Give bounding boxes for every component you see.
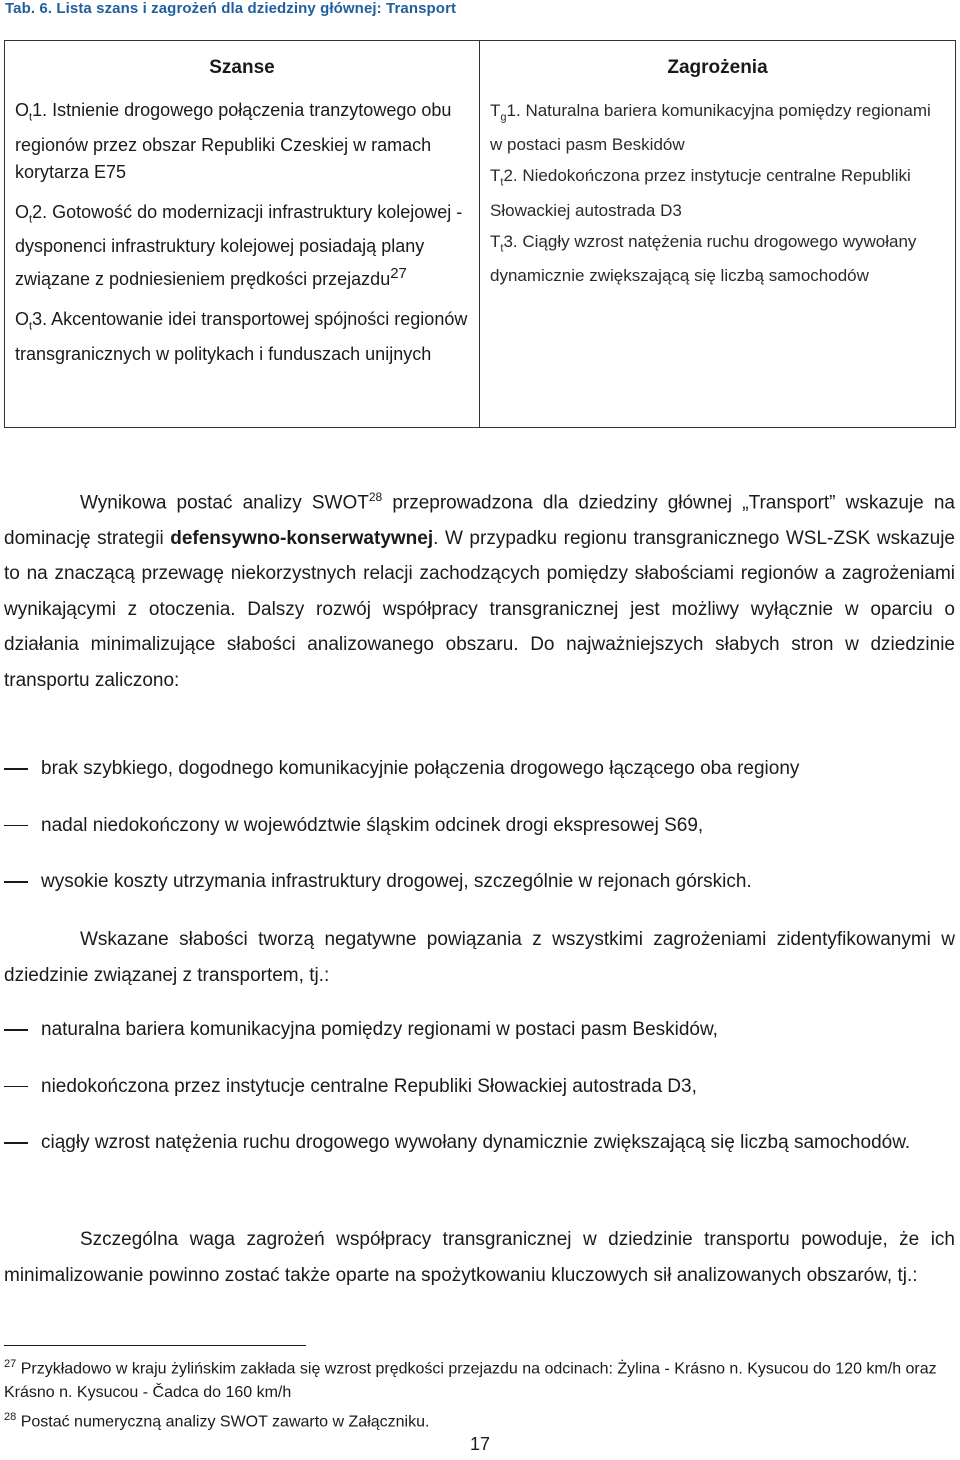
dash-bullet-icon — [4, 1029, 28, 1031]
page-number: 17 — [469, 1434, 491, 1454]
opportunity-text: Gotowość do modernizacji infrastruktury kolejowej - dysponenci infrastruktury kolejowej posiadają plany związane z podniesieniem prędkości przejazdu — [15, 201, 463, 290]
footnote: $^{27}$ Przykładowo w kraju żylińskim zakłada się wzrost prędkości przejazdu na odcinach: Żylina - Krásno n. Kysucou do 120 km/h oraz Krásno n. Kysucou - Čadca do 160 km/h — [4, 1358, 937, 1402]
threat-item — [490, 228, 945, 289]
opportunity-item — [15, 199, 469, 294]
threats-column — [480, 41, 955, 427]
threat-code: $T_g1$. — [490, 101, 521, 124]
opportunity-item — [15, 97, 469, 186]
dash-bullet-icon — [4, 1142, 28, 1144]
threat-links-list — [4, 1012, 955, 1182]
footnote: $^{28}$ Postać numeryczną analizy SWOT zawarto w Załączniku. — [4, 1411, 430, 1431]
dash-bullet-icon — [4, 1086, 28, 1088]
weaknesses-list — [4, 751, 955, 921]
footnotes — [4, 1352, 956, 1435]
threat-text: Ciągły wzrost natężenia ruchu drogowego wywołany dynamicznie zwiększającą się liczbą samochodów — [490, 231, 917, 286]
opportunity-code: $O_t1$. — [15, 100, 48, 124]
threat-code: $T_t3$. — [490, 231, 518, 255]
threat-item — [490, 162, 945, 223]
opportunity-item — [15, 306, 469, 368]
list-item: niedokończona przez instytucje centralne Republiki Słowackiej autostrada D3, — [4, 1069, 955, 1105]
swot-table — [4, 40, 956, 428]
opportunity-text: Istnienie drogowego połączenia tranzytowego obu regionów przez obszar Republiki Czeskiej w ramach korytarza E75 — [15, 100, 452, 182]
opportunity-code: $O_t3$. — [15, 309, 48, 333]
strategy-name: defensywno-konserwatywnej — [170, 527, 434, 549]
list-item: brak szybkiego, dogodnego komunikacyjnie połączenia drogowego łączącego oba regiony — [4, 751, 955, 787]
dash-bullet-icon — [4, 825, 28, 827]
dash-bullet-icon — [4, 881, 28, 883]
weakness-links-paragraph: Wskazane słabości tworzą negatywne powiązania z wszystkimi zagrożeniami zidentyfikowanymi w dziedzinie związanej z transportem, tj.: — [4, 929, 955, 986]
swot-summary-paragraph: Wynikowa postać analizy SWOT$^{28}$ przeprowadzona dla dziedziny głównej „Transport” wskazuje na dominację strategii defensywno-konserwatywnej. W przypadku regionu transgranicznego WSL-ZSK wskazuje to na znaczącą przewagę niekorzystnych relacji zachodzących pomiędzy słabościami regionów a zagrożeniami wynikającymi z otoczenia. Dalszy rozwój współpracy transgranicznej jest możliwy wyłącznie w oparciu o działania minimalizujące słabości analizowanego obszaru. Do najważniejszych słabych stron w dziedzinie transportu zaliczono: — [4, 490, 955, 691]
opportunities-header: Szanse — [209, 57, 275, 78]
threat-code: $T_t2$. — [490, 166, 518, 189]
threat-text: Niedokończona przez instytucje centralne Republiki Słowackiej autostrada D3 — [490, 166, 911, 220]
threat-item — [490, 97, 945, 158]
opportunity-text: Akcentowanie idei transportowej spójności regionów transgranicznych w politykach i funduszach unijnych — [15, 309, 468, 364]
list-item: ciągły wzrost natężenia ruchu drogowego wywołany dynamicznie zwiększającą się liczbą samochodów. — [4, 1125, 955, 1161]
threat-text: Naturalna bariera komunikacyjna pomiędzy regionami w postaci pasm Beskidów — [490, 101, 931, 155]
list-item: nadal niedokończony w województwie śląskim odcinek drogi ekspresowej S69, — [4, 808, 955, 844]
dash-bullet-icon — [4, 768, 28, 770]
list-item: wysokie koszty utrzymania infrastruktury drogowej, szczególnie w rejonach górskich. — [4, 864, 955, 900]
list-item: naturalna bariera komunikacyjna pomiędzy regionami w postaci pasm Beskidów, — [4, 1012, 955, 1048]
opportunity-code: $O_t2$. — [15, 201, 48, 226]
table-caption: Tab. 6. Lista szans i zagrożeń dla dziedziny głównej: Transport — [5, 0, 457, 17]
footnote-ref: 28 — [368, 490, 383, 504]
opportunities-column — [5, 41, 480, 427]
threats-header: Zagrożenia — [667, 57, 768, 78]
strengths-paragraph: Szczególna waga zagrożeń współpracy transgranicznej w dziedzinie transportu powoduje, że ich minimalizowanie powinno zostać także oparte na spożytkowaniu kluczowych sił analizowanych obszarów, tj.: — [4, 1229, 955, 1286]
footnote-divider — [4, 1345, 306, 1346]
footnote-ref: 27 — [390, 265, 407, 283]
